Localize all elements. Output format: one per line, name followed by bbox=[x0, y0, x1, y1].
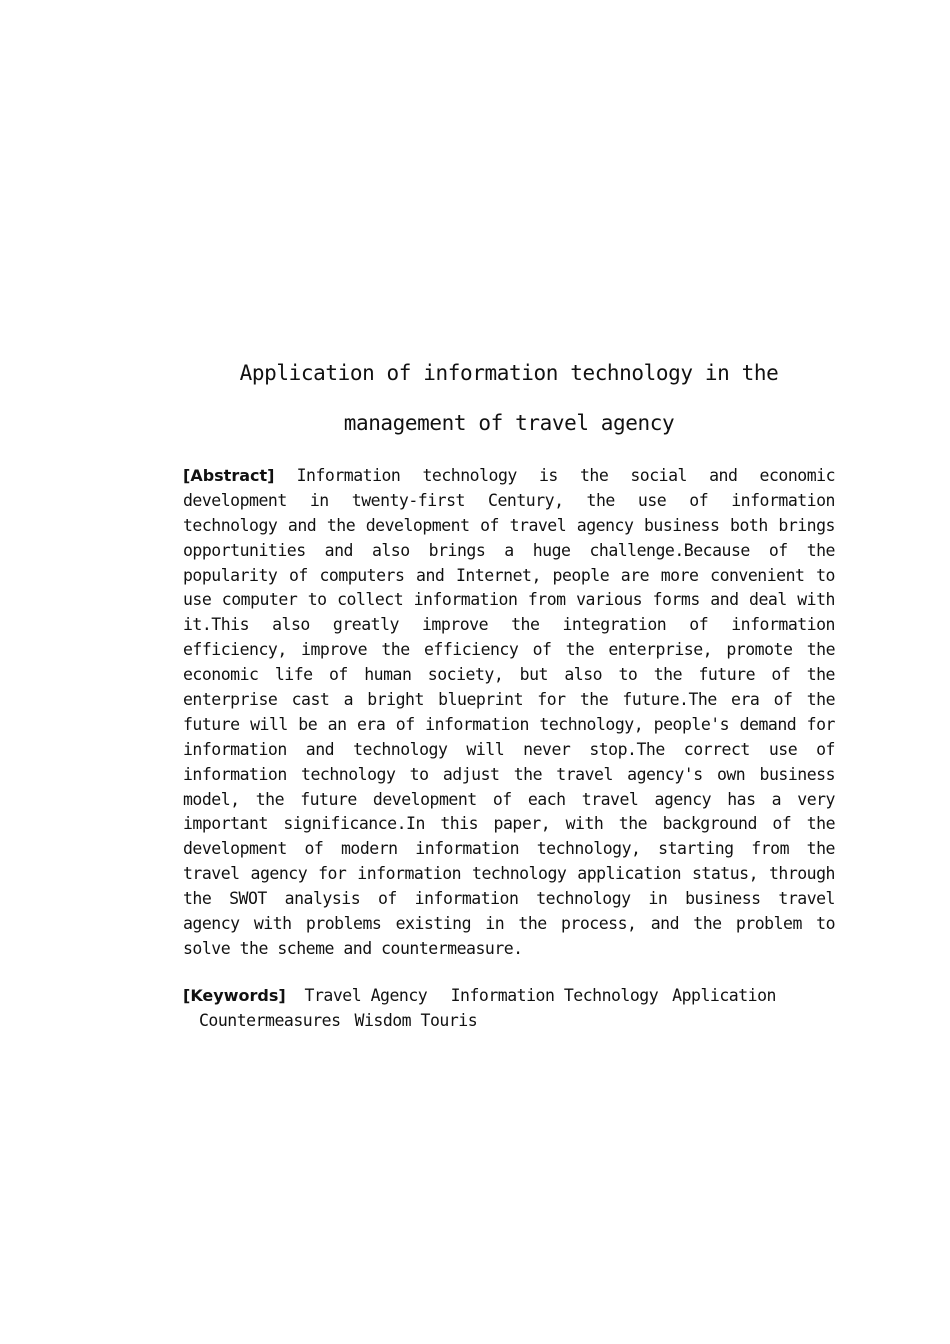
abstract-label: [Abstract] bbox=[183, 466, 275, 485]
keywords-line bbox=[183, 1009, 835, 1034]
abstract-line: solve the scheme and countermeasure. bbox=[183, 938, 523, 958]
abstract-line: development in twenty-first Century, the use of information bbox=[183, 490, 835, 510]
title-line-1: Application of information technology in the bbox=[239, 361, 779, 385]
abstract-line: information technology to adjust the travel agency's own business bbox=[183, 764, 835, 784]
paper-title bbox=[183, 348, 835, 448]
keyword: Wisdom Touris bbox=[354, 1010, 478, 1030]
abstract-line: model, the future development of each travel agency has a very bbox=[183, 789, 835, 809]
abstract-line: important significance.In this paper, with the background of the bbox=[183, 814, 835, 834]
keyword: Travel Agency bbox=[304, 986, 428, 1005]
abstract-line: the SWOT analysis of information technology in business travel bbox=[183, 889, 835, 909]
abstract-line: development of modern information technology, starting from the bbox=[183, 839, 835, 859]
keywords-line bbox=[183, 984, 835, 1009]
abstract-line: economic life of human society, but also to the future of the bbox=[183, 665, 835, 685]
keyword: Information Technology bbox=[450, 986, 659, 1005]
abstract-line: use computer to collect information from various forms and deal with bbox=[183, 590, 835, 610]
abstract-line: technology and the development of travel agency business both brings bbox=[183, 515, 835, 535]
keywords-label: [Keywords] bbox=[183, 986, 286, 1005]
keyword: Countermeasures bbox=[199, 1010, 341, 1030]
keywords-section bbox=[183, 984, 835, 1034]
abstract-line: agency with problems existing in the process, and the problem to bbox=[183, 914, 835, 934]
abstract-line: popularity of computers and Internet, people are more convenient to bbox=[183, 565, 835, 585]
abstract-line: efficiency, improve the efficiency of the enterprise, promote the bbox=[183, 640, 835, 660]
abstract-line bbox=[183, 464, 835, 489]
abstract-text: Information technology is the social and economic bbox=[296, 466, 835, 485]
title-line-2: management of travel agency bbox=[343, 411, 675, 435]
abstract-line: travel agency for information technology application status, through bbox=[183, 864, 835, 884]
abstract-line: opportunities and also brings a huge challenge.Because of the bbox=[183, 540, 835, 560]
abstract-line: future will be an era of information technology, people's demand for bbox=[183, 714, 835, 734]
abstract-section bbox=[183, 464, 835, 962]
keyword: Application bbox=[672, 986, 776, 1005]
abstract-line: enterprise cast a bright blueprint for the future.The era of the bbox=[183, 690, 835, 710]
abstract-line: it.This also greatly improve the integration of information bbox=[183, 615, 835, 635]
abstract-line: information and technology will never stop.The correct use of bbox=[183, 739, 835, 759]
